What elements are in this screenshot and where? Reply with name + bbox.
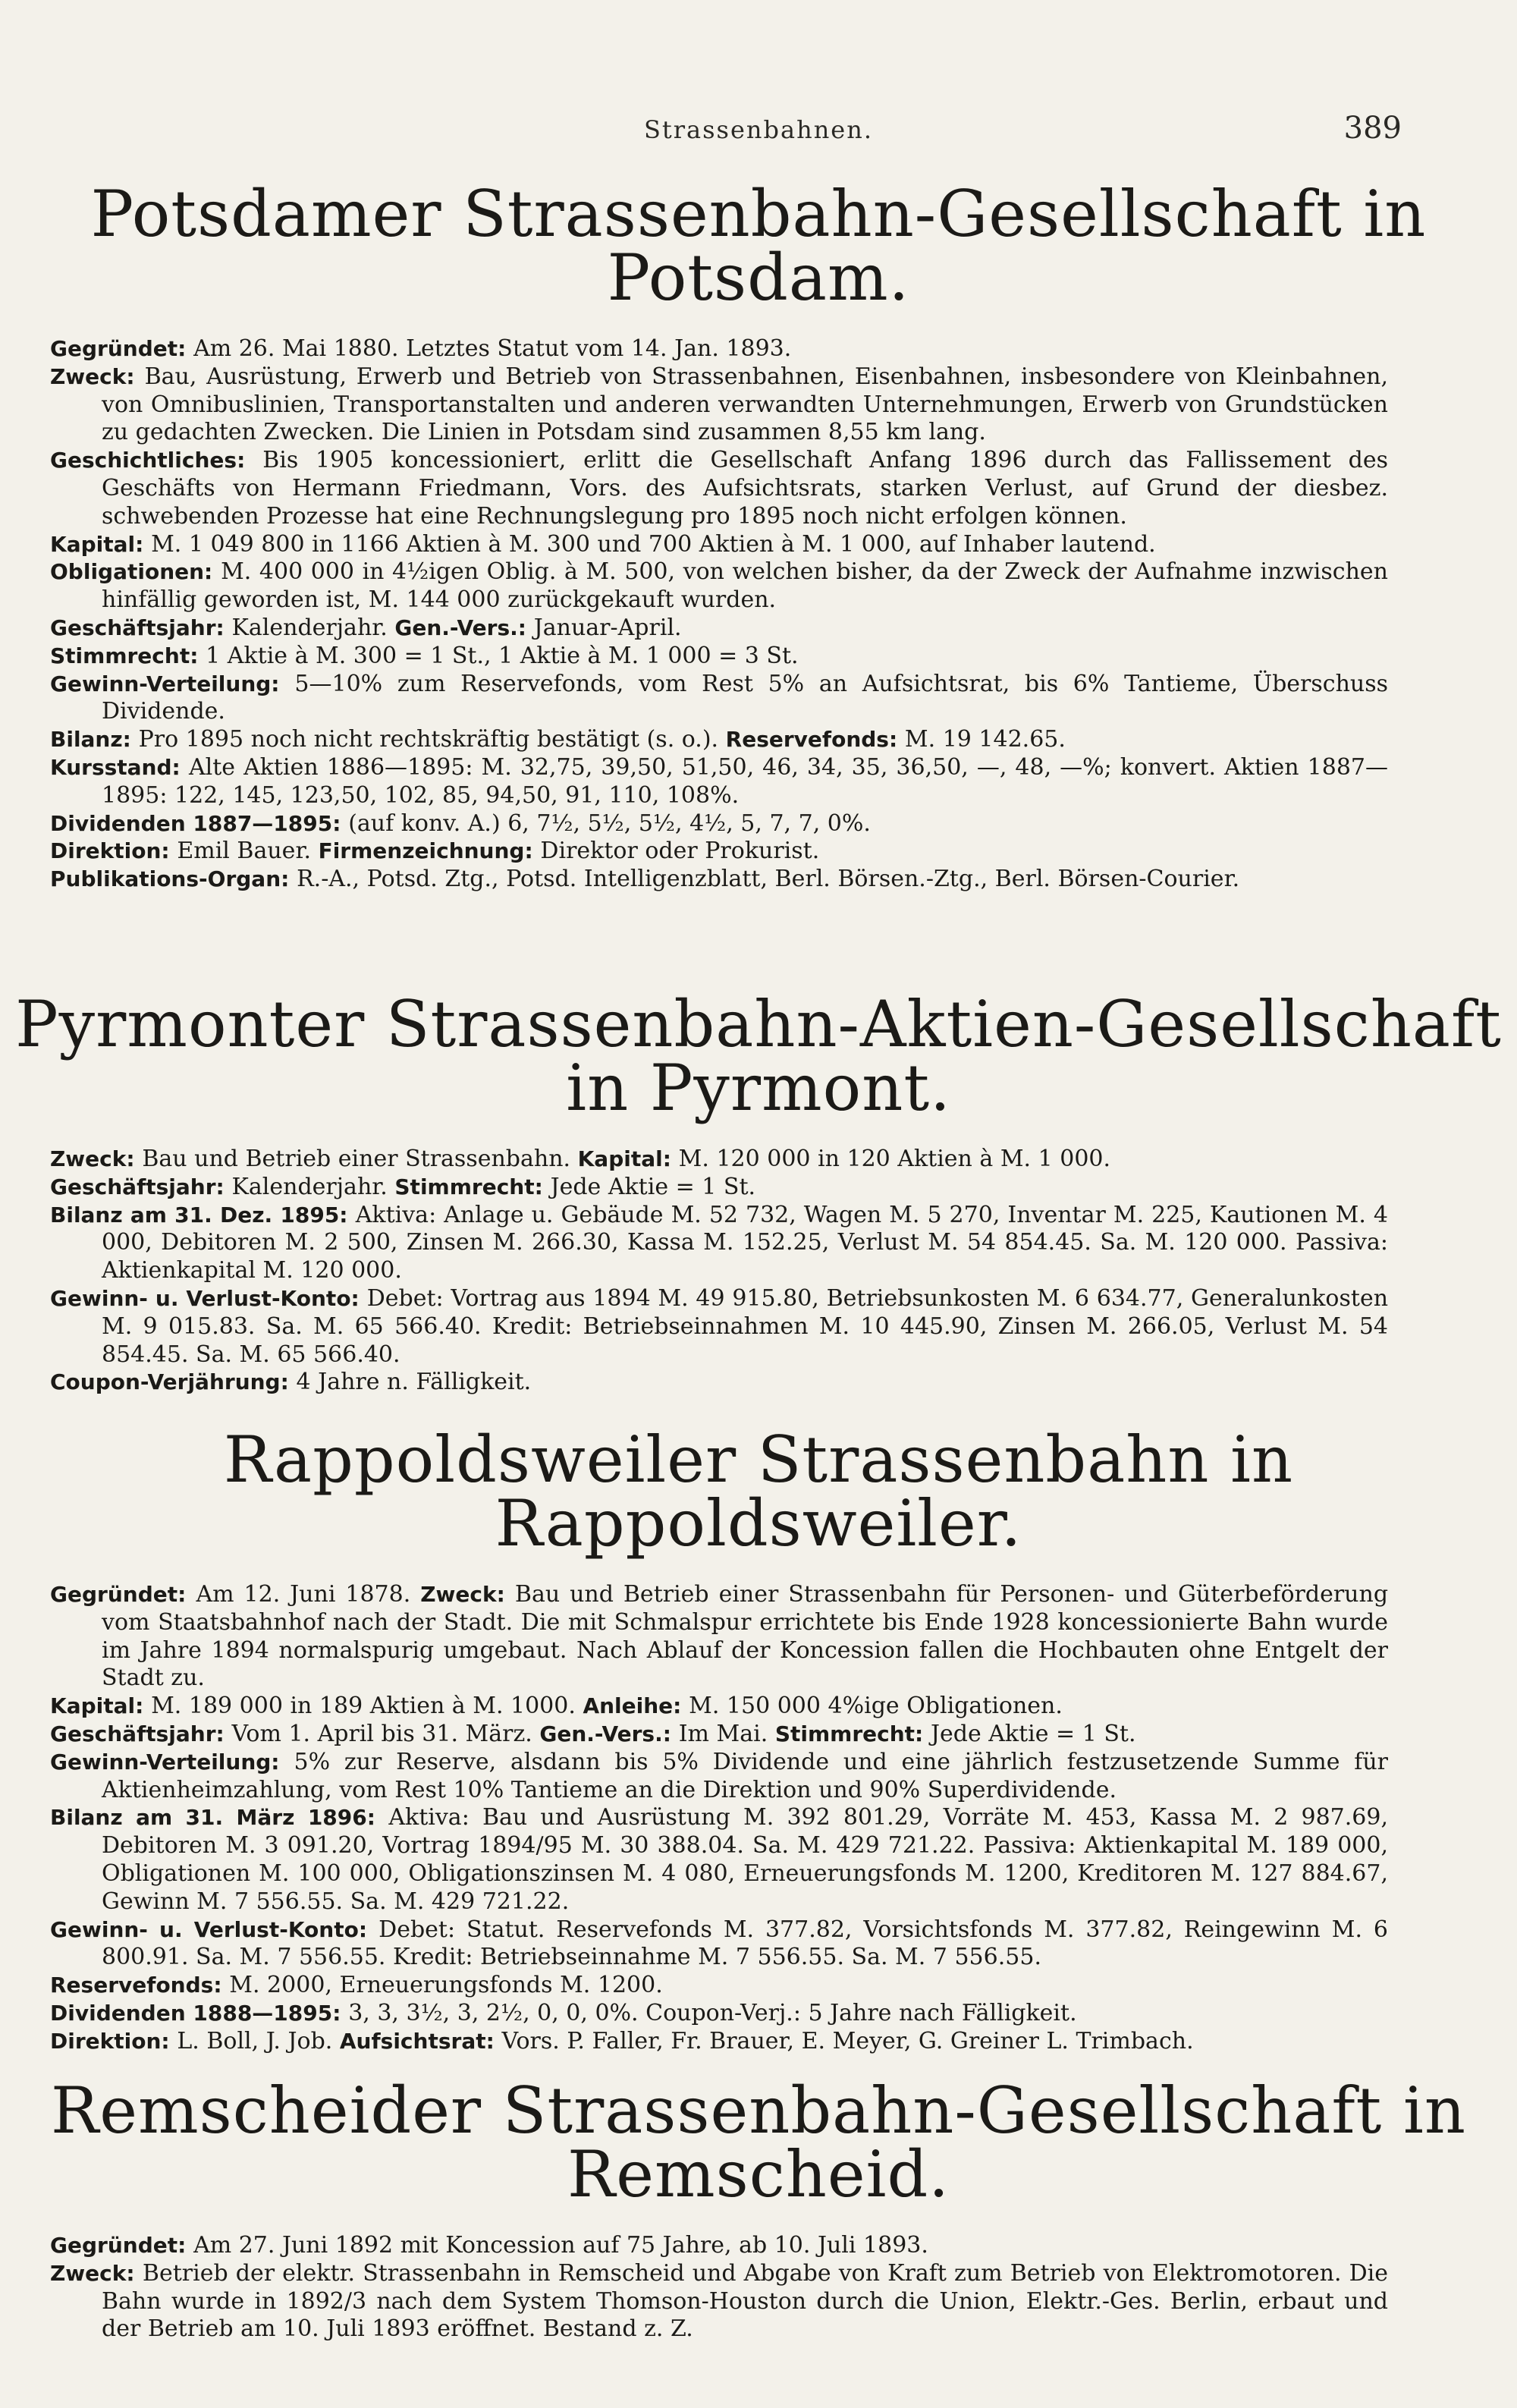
entry-label: Direktion: xyxy=(50,2028,170,2054)
entry-text: Aktiva: Bau und Ausrüstung M. 392 801.29, Vorräte M. 453, Kassa M. 2 987.69, Debitoren M. 3 091.20, Vortrag 1894/95 M. 30 388.04. Sa. M. 429 721.22. Passiva: Aktienkapital M. 189 000, Obligationen M. 100 000, Obligationszinsen M. 4 080, Erneuerungsfonds M. 1200, Kreditoren M. 127 884.67, Gewinn M. 7 556.55. Sa. M. 429 721.22. xyxy=(102,1804,1388,1915)
entry-text: Am 27. Juni 1892 mit Koncession auf 75 Jahre, ab 10. Juli 1893. xyxy=(193,2232,928,2259)
entry-label: Gegründet: xyxy=(50,336,187,361)
entry xyxy=(50,1804,1388,1916)
entry-label: Coupon-Verjährung: xyxy=(50,1369,289,1395)
section-title: Remscheider Strassenbahn-Gesellschaft in Remscheid. xyxy=(51,2073,1466,2212)
entry-label: Dividenden 1887—1895: xyxy=(50,810,341,836)
entry xyxy=(50,363,1388,447)
entry-text: Vom 1. April bis 31. März. xyxy=(231,1720,532,1747)
entry-text: 5—10% zum Reservefonds, vom Rest 5% an Aufsichtsrat, bis 6% Tantieme, Überschuss Dividende. xyxy=(102,670,1389,725)
entry-text: M. 150 000 4%ige Obligationen. xyxy=(689,1693,1063,1720)
entry-text: Bis 1905 koncessioniert, erlitt die Gesellschaft Anfang 1896 durch das Fallissement des Geschäfts von Hermann Friedmann, Vors. des Aufsichtsrats, starken Verlust, auf Grund der diesbez. schwebenden Prozesse hat eine Rechnungslegung pro 1895 noch nicht erfolgen können. xyxy=(102,447,1388,530)
entry xyxy=(50,2260,1388,2344)
entry-label: Obligationen: xyxy=(50,559,213,585)
section-potsdam xyxy=(0,177,1517,894)
entry-text: Am 26. Mai 1880. Letztes Statut vom 14. Jan. 1893. xyxy=(193,335,792,362)
entry-text: 5% zur Reserve, alsdann bis 5% Dividende und eine jährlich festzusetzende Summe für Aktienheimzahlung, vom Rest 10% Tantieme an die Direktion und 90% Superdividende. xyxy=(102,1748,1389,1803)
entry-label: Kapital: xyxy=(50,531,144,557)
entry-text: Direktor oder Prokurist. xyxy=(540,838,820,865)
entry-label: Geschäftsjahr: xyxy=(50,1174,225,1199)
entry-text: M. 1 049 800 in 1166 Aktien à M. 300 und 700 Aktien à M. 1 000, auf Inhaber lautend. xyxy=(151,530,1156,558)
entry-label: Reservefonds: xyxy=(725,727,898,753)
section-rappoldsweiler xyxy=(0,1422,1517,2056)
entry xyxy=(50,615,1388,643)
entry-text: M. 400 000 in 4½igen Oblig. à M. 500, von welchen bisher, da der Zweck der Aufnahme inzwischen hinfällig geworden ist, M. 144 000 zurückgekauft wurden. xyxy=(102,558,1388,614)
entry xyxy=(50,726,1388,754)
section-body xyxy=(50,335,1388,894)
entry-text: 3, 3, 3½, 3, 2½, 0, 0, 0%. Coupon-Verj.: 5 Jahre nach Fälligkeit. xyxy=(348,1999,1077,2026)
entry-label: Reservefonds: xyxy=(50,1973,222,1998)
entry-text: Bau, Ausrüstung, Erwerb und Betrieb von Strassenbahnen, Eisenbahnen, insbesondere von Kleinbahnen, von Omnibuslinien, Transportanstalten und anderen verwandten Unternehmungen, Erwerb von Grundstücken zu gedachten Zwecken. Die Linien in Potsdam sind zusammen 8,55 km lang. xyxy=(102,363,1388,446)
section-title: Rappoldsweiler Strassenbahn in Rappoldsweiler. xyxy=(223,1422,1294,1561)
entry-label: Gegründet: xyxy=(50,1582,187,1607)
entry xyxy=(50,1693,1388,1721)
entry xyxy=(50,335,1388,363)
entry xyxy=(50,531,1388,559)
entry-label: Kursstand: xyxy=(50,754,181,780)
entry-text: Im Mai. xyxy=(678,1720,768,1747)
entry-text: Kalenderjahr. xyxy=(231,614,388,641)
section-title: Potsdamer Strassenbahn-Gesellschaft in Potsdam. xyxy=(90,177,1427,315)
entry-label: Geschichtliches: xyxy=(50,448,246,473)
entry-label: Gewinn-Verteilung: xyxy=(50,1749,280,1775)
entry-text: Bau und Betrieb einer Strassenbahn für Personen- und Güterbeförderung vom Staatsbahnhof nach der Stadt. Die mit Schmalspur errichtete bis Ende 1928 koncessionierte Bahn wurde im Jahre 1894 normalspurig umgebaut. Nach Ablauf der Koncession fallen die Hochbauten ohne Entgelt der Stadt zu. xyxy=(102,1581,1389,1692)
entry xyxy=(50,1202,1388,1285)
entry-text: Jede Aktie = 1 St. xyxy=(550,1173,756,1200)
entry xyxy=(50,1146,1388,1174)
entry-text: Debet: Statut. Reservefonds M. 377.82, Vorsichtsfonds M. 377.82, Reingewinn M. 6 800.91. Sa. M. 7 556.55. Kredit: Betriebseinnahme M. 7 556.55. Sa. M. 7 556.55. xyxy=(102,1916,1388,1971)
entry-label: Stimmrecht: xyxy=(394,1174,543,1199)
entry-label: Zweck: xyxy=(50,2260,135,2286)
entry-label: Gen.-Vers.: xyxy=(394,615,526,640)
entry-text: Januar-April. xyxy=(533,614,682,641)
entry xyxy=(50,447,1388,530)
running-title: Strassenbahnen. xyxy=(643,115,874,144)
entry xyxy=(50,866,1388,894)
entry-label: Bilanz am 31. März 1896: xyxy=(50,1805,375,1831)
entry-text: R.-A., Potsd. Ztg., Potsd. Intelligenzblatt, Berl. Börsen.-Ztg., Berl. Börsen-Courier. xyxy=(297,866,1240,893)
entry xyxy=(50,1581,1388,1693)
entry-text: 1 Aktie à M. 300 = 1 St., 1 Aktie à M. 1 000 = 3 St. xyxy=(206,642,799,669)
entry-label: Gewinn- u. Verlust-Konto: xyxy=(50,1285,360,1311)
entry-label: Stimmrecht: xyxy=(774,1721,924,1746)
entry xyxy=(50,1174,1388,1202)
entry xyxy=(50,558,1388,615)
entry-label: Kapital: xyxy=(50,1693,144,1719)
entry-text: Aktiva: Anlage u. Gebäude M. 52 732, Wagen M. 5 270, Inventar M. 225, Kautionen M. 4 000, Debitoren M. 2 500, Zinsen M. 266.30, Kassa M. 152.25, Verlust M. 54 854.45. Sa. M. 120 000. Passiva: Aktienkapital M. 120 000. xyxy=(102,1201,1388,1284)
entry-text: Kalenderjahr. xyxy=(231,1173,388,1200)
entry-text: Debet: Vortrag aus 1894 M. 49 915.80, Betriebsunkosten M. 6 634.77, Generalunkosten M. 9 015.83. Sa. M. 65 566.40. Kredit: Betriebseinnahmen M. 10 445.90, Zinsen M. 266.05, Verlust M. 54 854.45. Sa. M. 65 566.40. xyxy=(102,1284,1389,1368)
entry xyxy=(50,2028,1388,2056)
entry-label: Zweck: xyxy=(420,1582,505,1607)
entry-label: Zweck: xyxy=(50,363,135,389)
entry xyxy=(50,671,1388,727)
entry xyxy=(50,1721,1388,1749)
entry-label: Dividenden 1888—1895: xyxy=(50,2000,341,2026)
entry-text: (auf konv. A.) 6, 7½, 5½, 5½, 4½, 5, 7, 7, 0%. xyxy=(348,809,871,837)
entry-label: Kapital: xyxy=(577,1146,671,1171)
section-pyrmont xyxy=(0,987,1517,1397)
entry-text: Emil Bauer. xyxy=(177,838,312,865)
entry-text: M. 189 000 in 189 Aktien à M. 1000. xyxy=(151,1693,576,1720)
entry-label: Geschäftsjahr: xyxy=(50,1721,225,1746)
entry xyxy=(50,838,1388,866)
entry-label: Stimmrecht: xyxy=(50,643,199,668)
entry-text: Bau und Betrieb einer Strassenbahn. xyxy=(142,1146,571,1172)
entry xyxy=(50,1916,1388,1973)
entry-label: Gewinn- u. Verlust-Konto: xyxy=(50,1916,368,1942)
entry-label: Bilanz: xyxy=(50,727,131,753)
entry-label: Aufsichtsrat: xyxy=(339,2028,495,2054)
entry xyxy=(50,1285,1388,1369)
entry-label: Firmenzeichnung: xyxy=(318,838,533,864)
entry xyxy=(50,643,1388,671)
section-body xyxy=(50,1581,1388,2056)
page-number: 389 xyxy=(1343,111,1402,146)
entry-label: Bilanz am 31. Dez. 1895: xyxy=(50,1202,348,1228)
entry xyxy=(50,2000,1388,2028)
entry xyxy=(50,754,1388,810)
section-body xyxy=(50,1146,1388,1397)
entry-label: Geschäftsjahr: xyxy=(50,615,225,640)
entry-label: Zweck: xyxy=(50,1146,135,1171)
entry-label: Direktion: xyxy=(50,838,170,864)
entry-label: Publikations-Organ: xyxy=(50,866,290,892)
entry xyxy=(50,1972,1388,2000)
entry-text: 4 Jahre n. Fälligkeit. xyxy=(296,1369,532,1396)
entry-label: Gewinn-Verteilung: xyxy=(50,671,280,696)
entry-label: Anleihe: xyxy=(583,1693,682,1719)
entry-text: L. Boll, J. Job. xyxy=(177,2027,333,2054)
entry-text: Pro 1895 noch nicht rechtskräftig bestätigt (s. o.). xyxy=(138,726,719,753)
entry-text: Jede Aktie = 1 St. xyxy=(930,1720,1136,1747)
entry-text: M. 120 000 in 120 Aktien à M. 1 000. xyxy=(678,1146,1111,1172)
entry-text: Betrieb der elektr. Strassenbahn in Remscheid und Abgabe von Kraft zum Betrieb von Elektromotoren. Die Bahn wurde in 1892/3 nach dem System Thomson-Houston durch die Union, Elektr.-Ges. Berlin, erbaut und der Betrieb am 10. Juli 1893 eröffnet. Bestand z. Z. xyxy=(102,2259,1389,2343)
entry-text: Vors. P. Faller, Fr. Brauer, E. Meyer, G. Greiner L. Trimbach. xyxy=(501,2027,1194,2054)
section-remscheid xyxy=(0,2073,1517,2344)
entry-text: M. 19 142.65. xyxy=(904,726,1066,753)
section-body xyxy=(50,2232,1388,2344)
entry-label: Gen.-Vers.: xyxy=(539,1721,671,1746)
running-head xyxy=(0,111,1517,156)
entry-label: Gegründet: xyxy=(50,2233,187,2258)
entry xyxy=(50,2232,1388,2260)
entry xyxy=(50,1749,1388,1805)
entry-text: Am 12. Juni 1878. xyxy=(196,1581,411,1608)
entry xyxy=(50,1369,1388,1397)
section-title: Pyrmonter Strassenbahn-Aktien-Gesellschaft in Pyrmont. xyxy=(15,987,1502,1125)
entry-text: Alte Aktien 1886—1895: M. 32,75, 39,50, 51,50, 46, 34, 35, 36,50, —, 48, —%; konvert. Aktien 1887—1895: 122, 145, 123,50, 102, 85, 94,50, 91, 110, 108%. xyxy=(102,753,1388,809)
entry-text: M. 2000, Erneuerungsfonds M. 1200. xyxy=(229,1972,663,1999)
entry xyxy=(50,810,1388,838)
